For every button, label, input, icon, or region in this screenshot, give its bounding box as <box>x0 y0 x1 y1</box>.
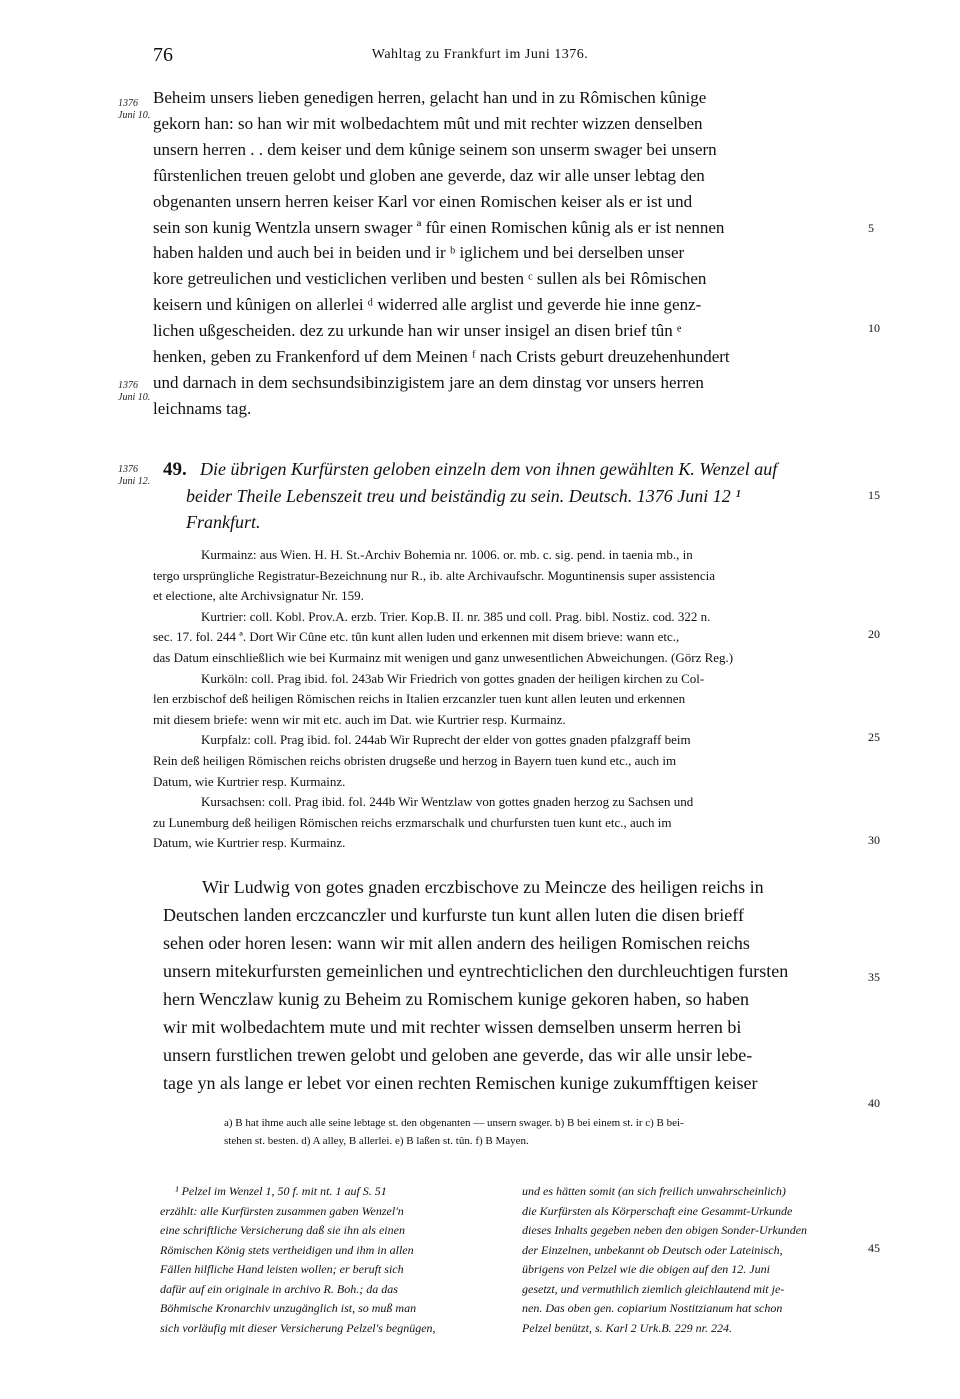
line-number: 40 <box>868 1096 880 1110</box>
document-number: 49. <box>163 459 187 480</box>
source-line: Kurmainz: aus Wien. H. H. St.-Archiv Bohemia nr. 1006. or. mb. c. sig. pend. in taenia mb., in <box>201 547 693 562</box>
line-number: 30 <box>868 833 880 847</box>
charter-text-line: wir mit wolbedachtem mute und mit rechter wissen demselben unserm herren bi <box>163 1017 742 1037</box>
source-line: tergo ursprüngliche Registratur-Bezeichnung nur R., ib. alte Archivaufschr. Moguntinensis super assistencia <box>153 567 715 583</box>
source-line: das Datum einschließlich wie bei Kurmainz mit wenigen und ganz unwesentlichen Abweichungen. (Görz Reg.) <box>153 650 734 665</box>
line-number: 25 <box>868 730 880 744</box>
source-line: Kurpfalz: coll. Prag ibid. fol. 244ab Wir Ruprecht der elder von gottes gnaden pfalzgraff beim <box>201 732 691 748</box>
footnote-line: Römischen König stets vertheidigen und ihm in allen <box>160 1242 414 1257</box>
footnote-line: Böhmische Kronarchiv unzugänglich ist, so muß man <box>160 1301 417 1315</box>
main-text-line: henken, geben zu Frankenford uf dem Meinen ᶠ nach Crists geburt dreuzehenhundert <box>153 347 730 366</box>
source-line: et electione, alte Archivsignatur Nr. 159. <box>153 588 364 604</box>
critical-apparatus-line: a) B hat ihme auch alle seine lebtage st. den obgenanten — unsern swager. b) B bei einem st. ir c) B bei- <box>224 1117 684 1129</box>
line-number: 35 <box>868 970 880 984</box>
footnote-line: Fällen hilfliche Hand leisten wollen; er beruft sich <box>160 1262 404 1276</box>
main-text-line: haben halden und auch bei in beiden und ir ᵇ iglichem und bei derselben unser <box>153 243 685 263</box>
footnote-line: ¹ Pelzel im Wenzel 1, 50 f. mit nt. 1 auf S. 51 <box>175 1184 387 1198</box>
source-line: Datum, wie Kurtrier resp. Kurmainz. <box>153 773 346 789</box>
main-text-line: gekorn han: so han wir mit wolbedachtem mût und mit rechter wizzen denselben <box>153 113 703 133</box>
charter-text-line: unsern furstlichen trewen gelobt und geloben ane geverde, das wir alle unsir lebe- <box>163 1045 753 1065</box>
line-number: 20 <box>868 627 880 641</box>
margin-date-note: 1376 Juni 10. <box>118 98 151 121</box>
margin-date-note: 1376 Juni 12. <box>118 464 151 487</box>
line-number: 15 <box>868 488 880 502</box>
source-line: zu Lunemburg deß heiligen Römischen reichs erzmarschalk und churfursten tuen kunt etc., auch im <box>153 814 672 830</box>
margin-date-note: 1376 Juni 10. <box>118 380 151 403</box>
page-number: 76 <box>153 44 173 66</box>
critical-apparatus-line: stehen st. besten. d) A alley, B allerlei. e) B laßen st. tûn. f) B Mayen. <box>224 1135 529 1147</box>
footnote-line: nen. Das oben gen. copiarium Nostitzianum hat schon <box>522 1301 783 1315</box>
main-text-line: sein son kunig Wentzla unsern swager ª fûr einen Romischen kûnig als er ist nennen <box>153 217 725 237</box>
document-title-line: Frankfurt. <box>186 512 261 532</box>
charter-text-line: sehen oder horen lesen: wann wir mit allen andern des heiligen Romischen reichs <box>163 933 750 953</box>
source-line: sec. 17. fol. 244 ª. Dort Wir Cûne etc. tûn kunt allen luden und erkennen mit disem brieve: wann etc., <box>153 629 680 645</box>
footnote-line: der Einzelnen, unbekannt ob Deutsch oder Lateinisch, <box>522 1242 783 1257</box>
main-text-line: leichnams tag. <box>153 398 252 418</box>
footnote-line: sich vorläufig mit dieser Versicherung Pelzel's begnügen, <box>160 1320 436 1335</box>
document-title-line: Die übrigen Kurfürsten geloben einzeln dem von ihnen gewählten K. Wenzel auf <box>200 459 778 479</box>
footnote-line: Pelzel benützt, s. Karl 2 Urk.B. 229 nr. 224. <box>522 1320 732 1335</box>
main-text-line: keisern und kûnigen on allerlei ᵈ widerred alle arglist und geverde hie inne genz- <box>153 295 702 315</box>
footnote-line: gesetzt, und vermuthlich ziemlich gleichlautend mit je- <box>522 1281 785 1296</box>
main-text-line: fûrstenlichen treuen gelobt und globen ane geverde, daz wir alle unser lebtag den <box>153 165 705 185</box>
main-text-line: unsern herren . . dem keiser und dem kûnige seinem son unserm swager bei unsern <box>153 139 717 159</box>
line-number: 5 <box>868 221 874 235</box>
footnote-line: dieses Inhalts gegeben neben den obigen Sonder-Urkunden <box>522 1223 808 1237</box>
charter-text-line: Wir Ludwig von gotes gnaden erczbischove zu Meincze des heiligen reichs in <box>202 877 764 897</box>
line-number: 10 <box>868 321 880 335</box>
source-line: Datum, wie Kurtrier resp. Kurmainz. <box>153 835 346 851</box>
main-text-line: kore getreulichen und vesticlichen verliben und besten ᶜ sullen als bei Rômischen <box>153 269 707 289</box>
main-text-line: lichen ußgescheiden. dez zu urkunde han wir unser insigel an disen brief tûn ᵉ <box>153 321 682 341</box>
source-line: len erzbischof deß heiligen Römischen reichs in Italien erzcanzler tuen kunt allen leuten und erkennen <box>153 691 686 707</box>
source-line: mit diesem briefe: wenn wir mit etc. auch im Dat. wie Kurtrier resp. Kurmainz. <box>153 711 566 727</box>
main-text-line: und darnach in dem sechsundsibinzigistem jare an dem dinstag vor unsers herren <box>153 372 704 392</box>
source-line: Kurköln: coll. Prag ibid. fol. 243ab Wir Friedrich von gottes gnaden der heiligen kirchen zu Col- <box>201 670 705 686</box>
line-number: 45 <box>868 1241 880 1255</box>
footnote-line: dafür auf ein originale in archivo R. Boh.; da das <box>160 1281 398 1296</box>
source-line: Rein deß heiligen Römischen reichs obristen drugseße und herzog in Bayern tuen kund etc., auch im <box>153 753 677 768</box>
main-text-line: obgenanten unsern herren keiser Karl vor einen Romischen keiser als er ist und <box>153 191 693 211</box>
footnote-line: eine schriftliche Versicherung daß sie ihn als einen <box>160 1223 405 1237</box>
charter-text-line: Deutschen landen erczcanczler und kurfurste tun kunt allen luten die disen brieff <box>163 905 744 925</box>
charter-text-line: unsern mitekurfursten gemeinlichen und eyntrechticlichen den durchleuchtigen fursten <box>163 961 789 981</box>
footnote-line: und es hätten somit (an sich freilich unwahrscheinlich) <box>522 1184 786 1198</box>
footnote-line: erzählt: alle Kurfürsten zusammen gaben Wenzel'n <box>160 1203 404 1218</box>
source-line: Kursachsen: coll. Prag ibid. fol. 244b Wir Wentzlaw von gottes gnaden herzog zu Sachsen und <box>201 794 694 810</box>
charter-text-line: tage yn als lange er lebet vor einen rechten Remischen kunige zukumfftigen keiser <box>163 1073 758 1093</box>
footnote-line: übrigens von Pelzel wie die obigen auf den 12. Juni <box>522 1262 770 1276</box>
footnote-line: die Kurfürsten als Körperschaft eine Gesammt-Urkunde <box>522 1203 793 1218</box>
main-text-line: Beheim unsers lieben genedigen herren, gelacht han und in zu Rômischen kûnige <box>153 88 707 107</box>
running-title: Wahltag zu Frankfurt im Juni 1376. <box>371 47 589 62</box>
charter-text-line: hern Wenczlaw kunig zu Beheim zu Romischem kunige gekoren haben, so haben <box>163 989 750 1009</box>
document-title-line: beider Theile Lebenszeit treu und beiständig zu sein. Deutsch. 1376 Juni 12 ¹ <box>186 486 741 506</box>
source-line: Kurtrier: coll. Kobl. Prov.A. erzb. Trier. Kop.B. II. nr. 385 und coll. Prag. bibl. Nostiz. cod. 322 n. <box>201 608 711 624</box>
